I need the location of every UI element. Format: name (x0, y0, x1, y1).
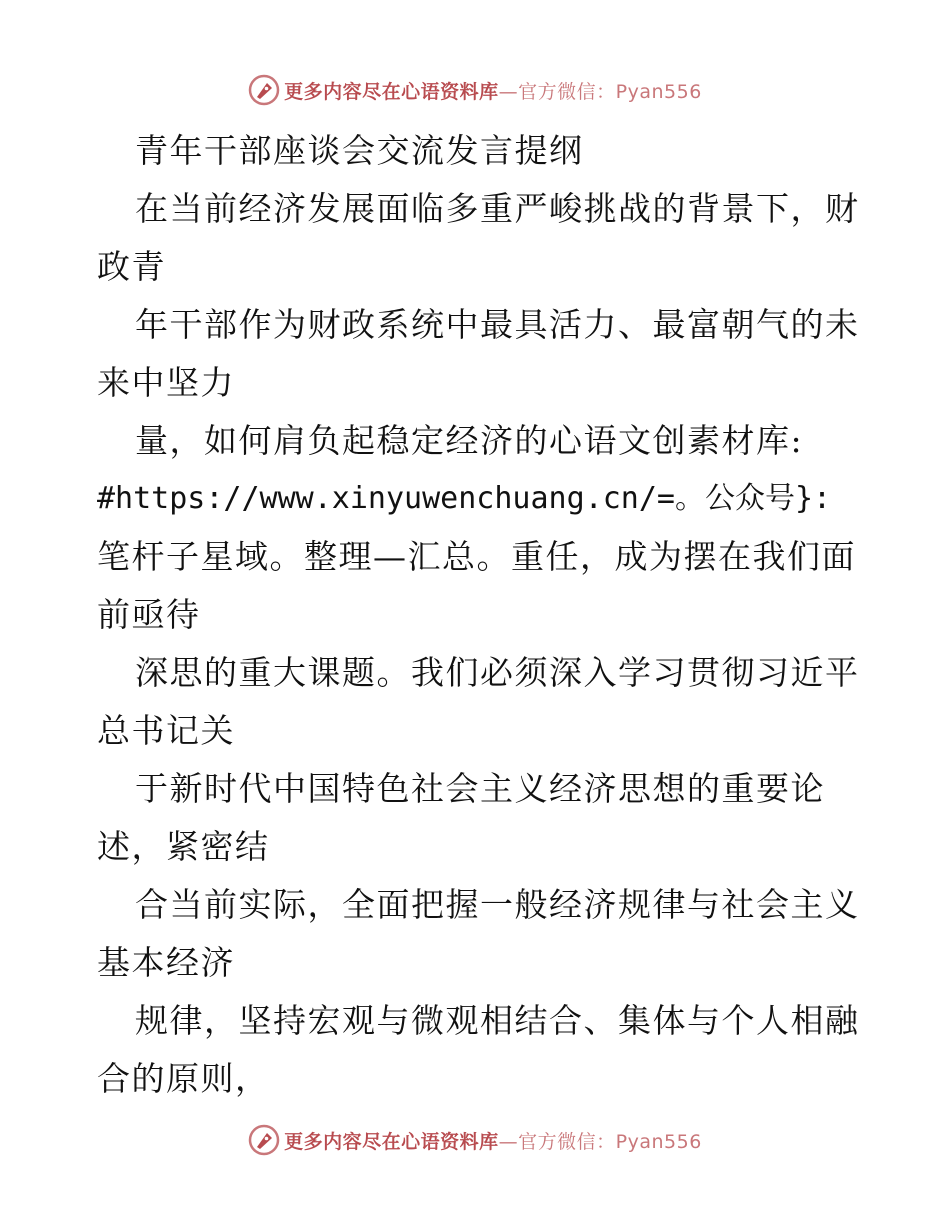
paragraph-line: 笔杆子星域。整理—汇总。重任，成为摆在我们面 (97, 537, 856, 576)
paragraph-line-url: #https://www.xinyuwenchuang.cn/=。公众号}: (97, 481, 832, 516)
paragraph-line: 量，如何肩负起稳定经济的心语文创素材库: (135, 421, 804, 460)
footer-wechat-text: 官方微信：Pyan556 (518, 1130, 702, 1153)
paragraph-line: 深思的重大课题。我们必须深入学习贯彻习近平 (135, 653, 860, 692)
pen-nib-logo-icon (248, 74, 280, 106)
header-banner-text (284, 77, 702, 104)
paragraph-line: 基本经济 (97, 943, 235, 982)
paragraph-line: 规律，坚持宏观与微观相结合、集体与个人相融 (135, 1001, 860, 1040)
footer-banner-text (284, 1127, 702, 1154)
paragraph-line: 述，紧密结 (97, 827, 270, 866)
paragraph-line: 前亟待 (97, 595, 201, 634)
paragraph-line: 在当前经济发展面临多重严峻挑战的背景下，财 (135, 189, 860, 228)
header-brand-text: 更多内容尽在心语资料库 (284, 80, 499, 103)
paragraph-line: 年干部作为财政系统中最具活力、最富朝气的未 (135, 305, 860, 344)
paragraph-line: 来中坚力 (97, 363, 235, 402)
header-wechat-text: 官方微信：Pyan556 (518, 80, 702, 103)
pen-nib-logo-icon (248, 1124, 280, 1156)
paragraph-line: 于新时代中国特色社会主义经济思想的重要论 (135, 769, 825, 808)
header-watermark-banner (0, 70, 950, 110)
footer-watermark-banner (0, 1120, 950, 1160)
footer-separator: — (498, 1130, 519, 1153)
paragraph-line: 合的原则， (97, 1059, 270, 1098)
footer-brand-text: 更多内容尽在心语资料库 (284, 1130, 499, 1153)
paragraph-line: 总书记关 (97, 711, 235, 750)
document-body (97, 122, 860, 1108)
paragraph-line: 合当前实际，全面把握一般经济规律与社会主义 (135, 885, 860, 924)
paragraph-line: 政青 (97, 247, 166, 286)
header-separator: — (498, 80, 519, 103)
document-title: 青年干部座谈会交流发言提纲 (135, 131, 584, 170)
